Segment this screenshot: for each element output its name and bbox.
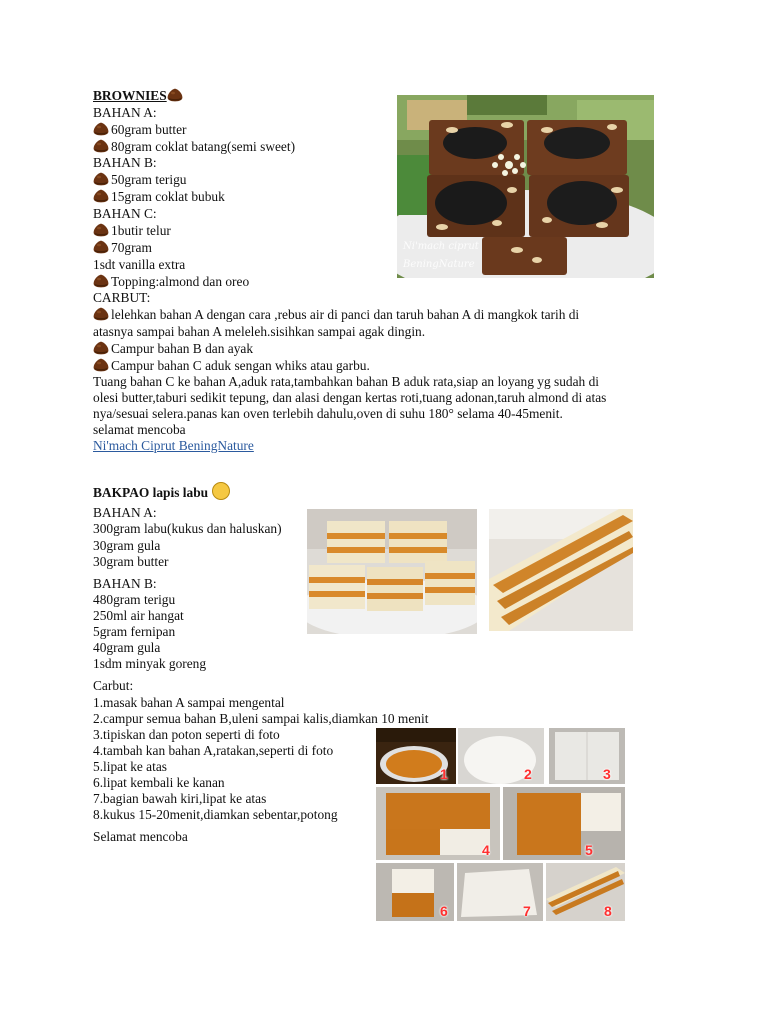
step-number: 5 (585, 842, 593, 858)
chestnut-icon (93, 189, 109, 203)
chestnut-icon (93, 223, 109, 237)
step-number: 6 (440, 903, 448, 919)
paragraph-line: Tuang bahan C ke bahan A,aduk rata,tambahkan bahan B aduk rata,siap an loyang yg sudah di (93, 374, 599, 389)
ingredient-text: 40gram gula (93, 640, 161, 655)
step-number: 1 (440, 766, 448, 782)
photo-watermark: BeningNature (403, 259, 475, 270)
step-photo (503, 787, 625, 860)
grinning-emoji-icon (212, 482, 230, 500)
step-number: 8 (604, 903, 612, 919)
brownies-title: BROWNIES (93, 88, 167, 103)
ingredient-text: 480gram terigu (93, 592, 176, 607)
step-text: 7.bagian bawah kiri,lipat ke atas (93, 791, 267, 806)
step-photo (457, 863, 543, 921)
step-text: atasnya sampai bahan A meleleh.sisihkan sampai agak dingin. (93, 324, 426, 339)
bakpao-title: BAKPAO lapis labu (93, 485, 209, 500)
step-number: 2 (524, 766, 532, 782)
ingredient-row (93, 240, 152, 256)
step-photo (549, 728, 625, 784)
ingredient-text: 250ml air hangat (93, 608, 184, 623)
step-text: 1.masak bahan A sampai mengental (93, 695, 285, 710)
step-row (93, 358, 370, 374)
step-text: Campur bahan B dan ayak (111, 341, 254, 356)
ingredient-text: 50gram terigu (111, 172, 187, 187)
chestnut-icon (93, 122, 109, 136)
ingredient-text: 1sdt vanilla extra (93, 257, 186, 272)
ingredient-text: 5gram fernipan (93, 624, 176, 639)
chestnut-icon (93, 139, 109, 153)
bakpao-title-row (93, 482, 230, 501)
ingredient-row (93, 223, 171, 239)
brownies-bahan-b-label: BAHAN B: (93, 155, 157, 170)
chestnut-icon (93, 240, 109, 254)
paragraph-line: olesi butter,taburi sedikit tepung, dan alasi dengan kertas roti,tuang adonan,taruh almond di atas (93, 390, 607, 405)
brownies-photo (397, 95, 654, 278)
bakpao-closeup-photo (489, 509, 633, 631)
chestnut-icon (93, 341, 109, 355)
ingredient-row (93, 122, 187, 138)
bakpao-photo (307, 509, 477, 634)
bakpao-carbut-label: Carbut: (93, 678, 134, 693)
brownies-title-row (93, 88, 185, 104)
brownies-bahan-a-label: BAHAN A: (93, 105, 157, 120)
ingredient-text: 70gram (111, 240, 152, 255)
chestnut-icon (93, 358, 109, 372)
ingredient-text: Topping:almond dan oreo (111, 274, 250, 289)
step-text: 6.lipat kembali ke kanan (93, 775, 225, 790)
closing-text: selamat mencoba (93, 422, 186, 437)
chestnut-icon (167, 88, 183, 102)
brownies-bahan-c-label: BAHAN C: (93, 206, 157, 221)
paragraph-line: nya/sesuai selera.panas kan oven terlebih dahulu,oven di suhu 180° selama 40-45menit. (93, 406, 563, 421)
ingredient-text: 30gram gula (93, 538, 161, 553)
step-photo (546, 863, 625, 921)
ingredient-text: 60gram butter (111, 122, 187, 137)
ingredient-text: 1butir telur (111, 223, 171, 238)
photo-watermark: Ni'mach ciprut (403, 241, 479, 252)
chestnut-icon (93, 307, 109, 321)
step-photo (376, 787, 500, 860)
step-photo (376, 863, 454, 921)
step-number: 4 (482, 842, 490, 858)
step-text: 2.campur semua bahan B,uleni sampai kalis,diamkan 10 menit (93, 711, 429, 726)
step-row (93, 341, 253, 357)
ingredient-text: 80gram coklat batang(semi sweet) (111, 139, 296, 154)
brownies-carbut-label: CARBUT: (93, 290, 151, 305)
bakpao-bahan-b-label: BAHAN B: (93, 576, 157, 591)
step-row (93, 307, 579, 323)
closing-text: Selamat mencoba (93, 829, 188, 844)
ingredient-row (93, 139, 295, 155)
bakpao-bahan-a-label: BAHAN A: (93, 505, 157, 520)
author-link[interactable]: Ni'mach Ciprut BeningNature (93, 438, 254, 453)
step-text: Campur bahan C aduk sengan whiks atau garbu. (111, 358, 370, 373)
ingredient-row (93, 189, 225, 205)
step-text: lelehkan bahan A dengan cara ,rebus air di panci dan taruh bahan A di mangkok tarih di (111, 307, 580, 322)
ingredient-text: 15gram coklat bubuk (111, 189, 225, 204)
chestnut-icon (93, 274, 109, 288)
step-photo (458, 728, 544, 784)
ingredient-text: 300gram labu(kukus dan haluskan) (93, 521, 282, 536)
step-text: 5.lipat ke atas (93, 759, 167, 774)
ingredient-row (93, 274, 249, 290)
step-text: 4.tambah kan bahan A,ratakan,seperti di foto (93, 743, 334, 758)
step-text: 3.tipiskan dan poton seperti di foto (93, 727, 280, 742)
step-number: 3 (603, 766, 611, 782)
chestnut-icon (93, 172, 109, 186)
ingredient-text: 30gram butter (93, 554, 169, 569)
step-text: 8.kukus 15-20menit,diamkan sebentar,potong (93, 807, 338, 822)
step-number: 7 (523, 903, 531, 919)
ingredient-text: 1sdm minyak goreng (93, 656, 207, 671)
ingredient-row (93, 172, 187, 188)
step-photo (376, 728, 456, 784)
